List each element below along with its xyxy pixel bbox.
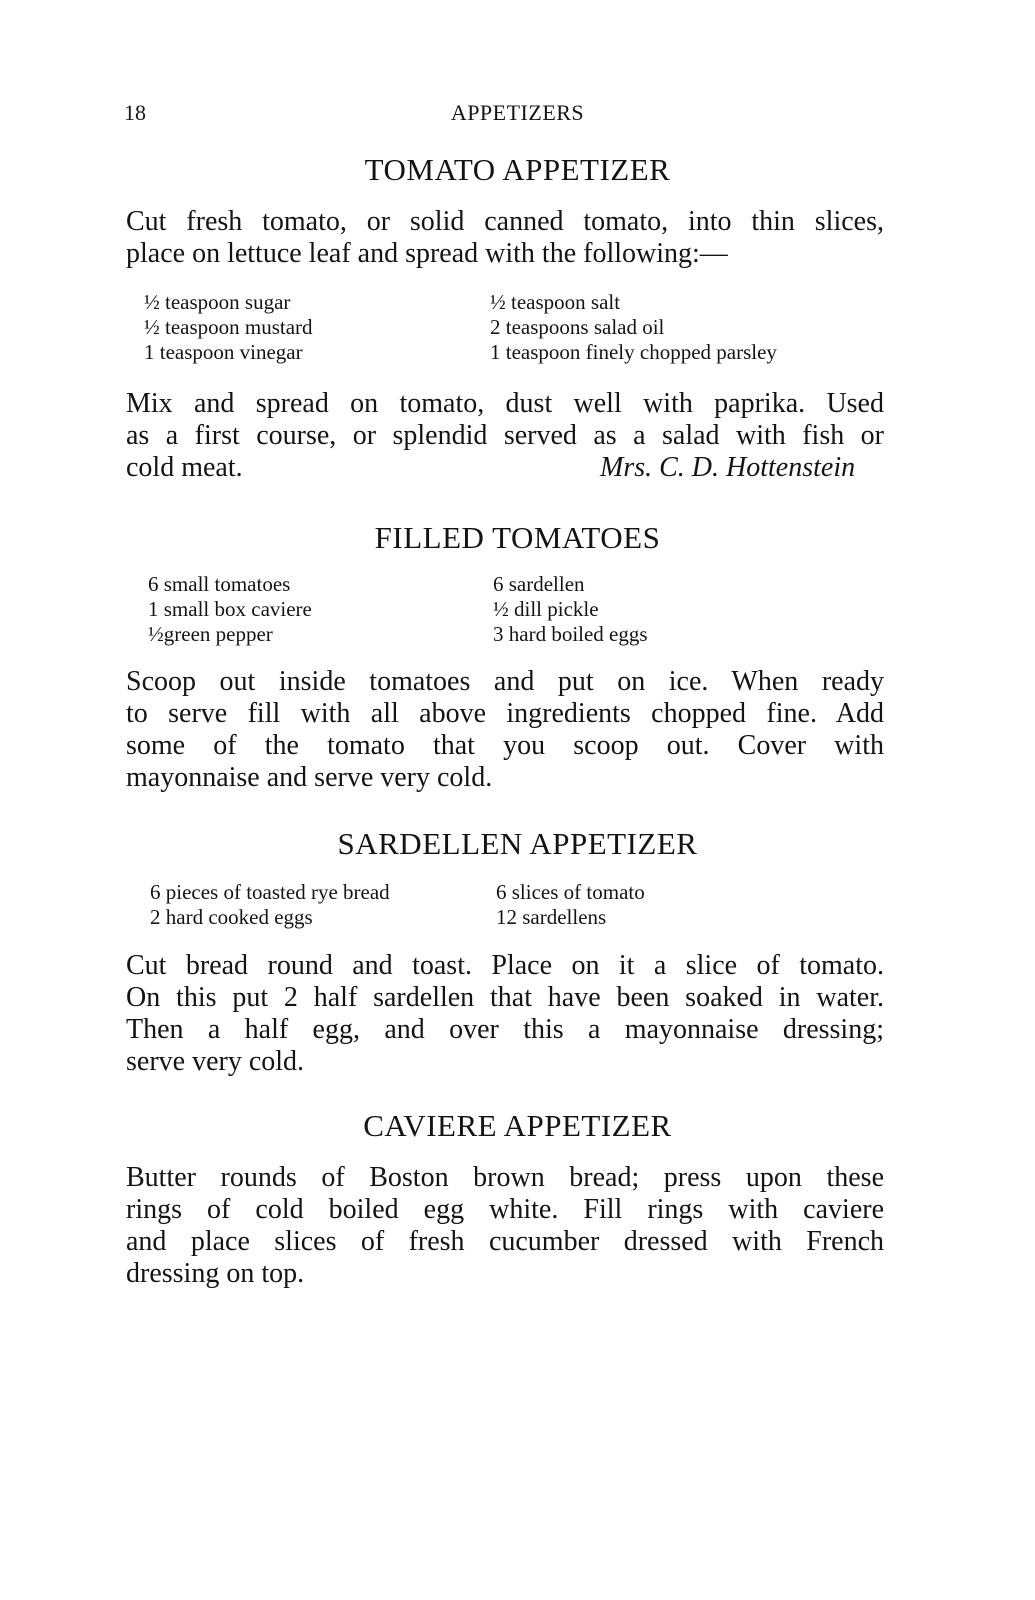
text-line: Butter rounds of Boston brown bread; press upon these xyxy=(126,1162,884,1193)
ingredient-list-left xyxy=(144,290,313,365)
ingredient-item: ½ teaspoon salt xyxy=(490,290,621,314)
text-line: as a first course, or splendid served as a salad with fish or xyxy=(126,420,884,451)
ingredient-list-right xyxy=(496,880,645,930)
text-line: Scoop out inside tomatoes and put on ice. When ready xyxy=(126,666,884,697)
recipe-signature: Mrs. C. D. Hottenstein xyxy=(600,452,856,483)
ingredient-list-right xyxy=(493,572,648,647)
recipe-directions xyxy=(126,1162,884,1290)
recipe-title-tomato-appetizer: TOMATO APPETIZER xyxy=(364,152,671,187)
ingredient-item: 6 pieces of toasted rye bread xyxy=(150,880,390,904)
page-number: 18 xyxy=(124,100,146,125)
text-line: mayonnaise and serve very cold. xyxy=(126,762,493,793)
recipe-intro xyxy=(126,206,884,270)
ingredient-item: 1 teaspoon vinegar xyxy=(144,340,303,364)
ingredient-item: ½ dill pickle xyxy=(493,597,599,621)
text-line: and place slices of fresh cucumber dressed with French xyxy=(126,1226,884,1257)
ingredient-item: 2 hard cooked eggs xyxy=(150,905,313,929)
text-line: Cut bread round and toast. Place on it a slice of tomato. xyxy=(126,950,884,981)
text-line: place on lettuce leaf and spread with the following:— xyxy=(126,238,728,269)
ingredient-list-right xyxy=(490,290,777,365)
text-line: Mix and spread on tomato, dust well with paprika. Used xyxy=(126,388,884,419)
ingredient-item: ½green pepper xyxy=(148,622,273,646)
text-line: On this put 2 half sardellen that have been soaked in water. xyxy=(126,982,884,1013)
text-line: Then a half egg, and over this a mayonnaise dressing; xyxy=(126,1014,884,1045)
text-line: cold meat. xyxy=(126,452,243,483)
ingredient-item: 6 slices of tomato xyxy=(496,880,645,904)
ingredient-item: ½ teaspoon mustard xyxy=(144,315,313,339)
ingredient-item: 2 teaspoons salad oil xyxy=(490,315,665,339)
ingredient-item: 1 teaspoon finely chopped parsley xyxy=(490,340,777,364)
text-line: dressing on top. xyxy=(126,1258,305,1289)
recipe-directions xyxy=(126,950,884,1078)
ingredient-item: 6 sardellen xyxy=(493,572,585,596)
ingredient-item: 1 small box caviere xyxy=(148,597,312,621)
recipe-title-caviere-appetizer: CAVIERE APPETIZER xyxy=(363,1108,672,1143)
recipe-title-filled-tomatoes: FILLED TOMATOES xyxy=(374,520,661,555)
ingredient-item: 6 small tomatoes xyxy=(148,572,291,596)
text-line: serve very cold. xyxy=(126,1046,305,1077)
ingredient-item: 3 hard boiled eggs xyxy=(493,622,648,646)
recipe-title-sardellen-appetizer: SARDELLEN APPETIZER xyxy=(337,826,698,861)
text-line: rings of cold boiled egg white. Fill rings with caviere xyxy=(126,1194,884,1225)
text-line: some of the tomato that you scoop out. Cover with xyxy=(126,730,884,761)
ingredient-list-left xyxy=(150,880,390,930)
ingredient-list-left xyxy=(148,572,312,647)
text-line: Cut fresh tomato, or solid canned tomato, into thin slices, xyxy=(126,206,884,237)
text-line: to serve fill with all above ingredients chopped fine. Add xyxy=(126,698,884,729)
recipe-directions xyxy=(126,666,884,794)
ingredient-item: 12 sardellens xyxy=(496,905,607,929)
running-head: APPETIZERS xyxy=(450,100,585,125)
ingredient-item: ½ teaspoon sugar xyxy=(144,290,291,314)
